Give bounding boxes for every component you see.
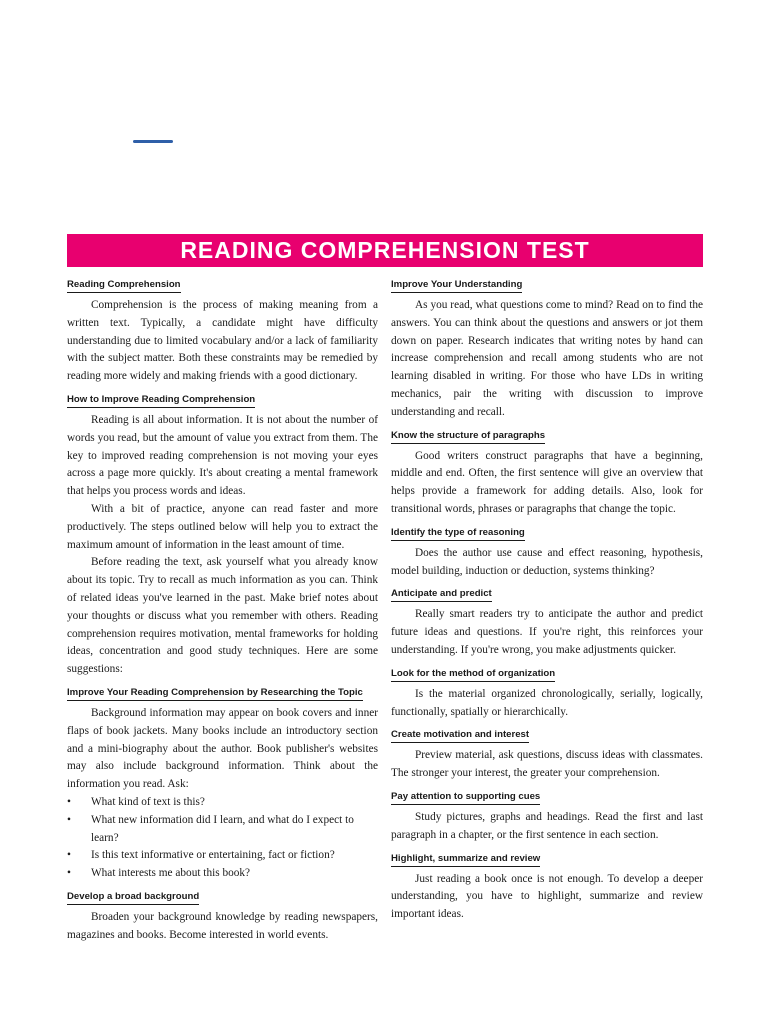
bullet-marker: • <box>67 795 71 808</box>
section <box>391 664 703 722</box>
list-item <box>67 812 378 848</box>
body-paragraph: Is the material organized chronologically, serially, logically, functionally, spatially or hierarchically. <box>391 687 703 718</box>
section-heading: Improve Your Understanding <box>391 278 522 293</box>
section-heading: Identify the type of reasoning <box>391 526 525 541</box>
section <box>67 887 378 945</box>
body-paragraph: Before reading the text, ask yourself what you already know about its topic. Try to recall as much information as you can. Think of related ideas you've learned in the past. Make brief notes about your thoughts or discuss what you remember with others. Reading comprehension requires motivation, mental frameworks for holding ideas, concentration and good study techniques. Here are some suggestions: <box>67 556 378 676</box>
list-item-text: What kind of text is this? <box>91 795 205 808</box>
list-item-text: Is this text informative or entertaining, fact or fiction? <box>91 849 335 862</box>
section <box>67 275 378 386</box>
section <box>67 683 378 883</box>
section <box>391 584 703 659</box>
section-heading: Develop a broad background <box>67 890 199 905</box>
decorative-rule <box>133 140 173 143</box>
body-paragraph: Preview material, ask questions, discuss ideas with classmates. The stronger your interest, the greater your comprehension. <box>391 749 703 780</box>
section <box>391 849 703 924</box>
bullet-marker: • <box>67 867 71 880</box>
section-heading: Highlight, summarize and review <box>391 852 540 867</box>
section <box>391 426 703 519</box>
bullet-marker: • <box>67 849 71 862</box>
body-paragraph: With a bit of practice, anyone can read faster and more productively. The steps outlined below will help you to extract the maximum amount of information in the least amount of time. <box>67 502 378 551</box>
bullet-marker: • <box>67 813 71 826</box>
body-paragraph: Background information may appear on book covers and inner flaps of book jackets. Many books include an introductory section and a mini-biography about the author. Book publisher's websites may also include background information. Think about the information you read. Ask: <box>67 706 378 791</box>
section <box>391 523 703 581</box>
list-item <box>67 847 378 865</box>
body-paragraph: As you read, what questions come to mind? Read on to find the answers. You can think about the questions and answers or jot them down on paper. Research indicates that writing notes by hand can increase comprehension and recall among students who are not learning disabled in writing. For those who have LDs in writing mechanics, pair the writing with discussion to improve understanding and recall. <box>391 299 703 418</box>
body-paragraph: Good writers construct paragraphs that have a beginning, middle and end. Often, the first sentence will give an overview that helps provide a framework for adding details. Also, look for transitional words, phrases or paragraphs that change the topic. <box>391 449 703 515</box>
body-paragraph: Comprehension is the process of making meaning from a written text. Typically, a candidate might have difficulty understanding due to limited vocabulary and/or a lack of familiarity with the subject matter. Both these constraints may be remedied by reading more widely and making friends with a good dictionary. <box>67 299 378 383</box>
section <box>391 275 703 422</box>
section-heading: Look for the method of organization <box>391 667 555 682</box>
section <box>391 725 703 783</box>
section-heading: Know the structure of paragraphs <box>391 429 545 444</box>
section-heading: Pay attention to supporting cues <box>391 790 540 805</box>
list-item <box>67 865 378 883</box>
section-heading: Improve Your Reading Comprehension by Researching the Topic <box>67 686 363 701</box>
list-item <box>67 794 378 812</box>
section-heading: How to Improve Reading Comprehension <box>67 393 255 408</box>
body-paragraph: Broaden your background knowledge by reading newspapers, magazines and books. Become interested in world events. <box>67 910 378 941</box>
body-paragraph: Really smart readers try to anticipate the author and predict future ideas and questions. If you're right, this reinforces your understanding. If you're wrong, you make adjustments quicker. <box>391 608 703 656</box>
body-paragraph: Does the author use cause and effect reasoning, hypothesis, model building, induction or deduction, systems thinking? <box>391 546 703 577</box>
section <box>391 787 703 845</box>
body-paragraph: Study pictures, graphs and headings. Read the first and last paragraph in a chapter, or the first sentence in each section. <box>391 810 703 841</box>
list-item-text: What interests me about this book? <box>91 867 251 880</box>
section-heading: Reading Comprehension <box>67 278 181 293</box>
question-list <box>67 794 378 883</box>
body-paragraph: Reading is all about information. It is not about the number of words you read, but the amount of value you extract from them. The key to improved reading comprehension is not moving your eyes across a page more quickly. It's about creating a mental framework that helps you process words and ideas. <box>67 413 378 498</box>
section-heading: Create motivation and interest <box>391 728 529 743</box>
body-paragraph: Just reading a book once is not enough. To develop a deeper understanding, you have to highlight, summarize and review important ideas. <box>391 872 703 921</box>
section-heading: Anticipate and predict <box>391 587 492 602</box>
page-title: READING COMPREHENSION TEST <box>180 237 590 263</box>
section <box>67 390 378 679</box>
page-title-banner <box>67 234 703 267</box>
left-column <box>67 275 378 949</box>
list-item-text: What new information did I learn, and what do I expect to learn? <box>91 813 354 844</box>
right-column <box>391 275 703 928</box>
